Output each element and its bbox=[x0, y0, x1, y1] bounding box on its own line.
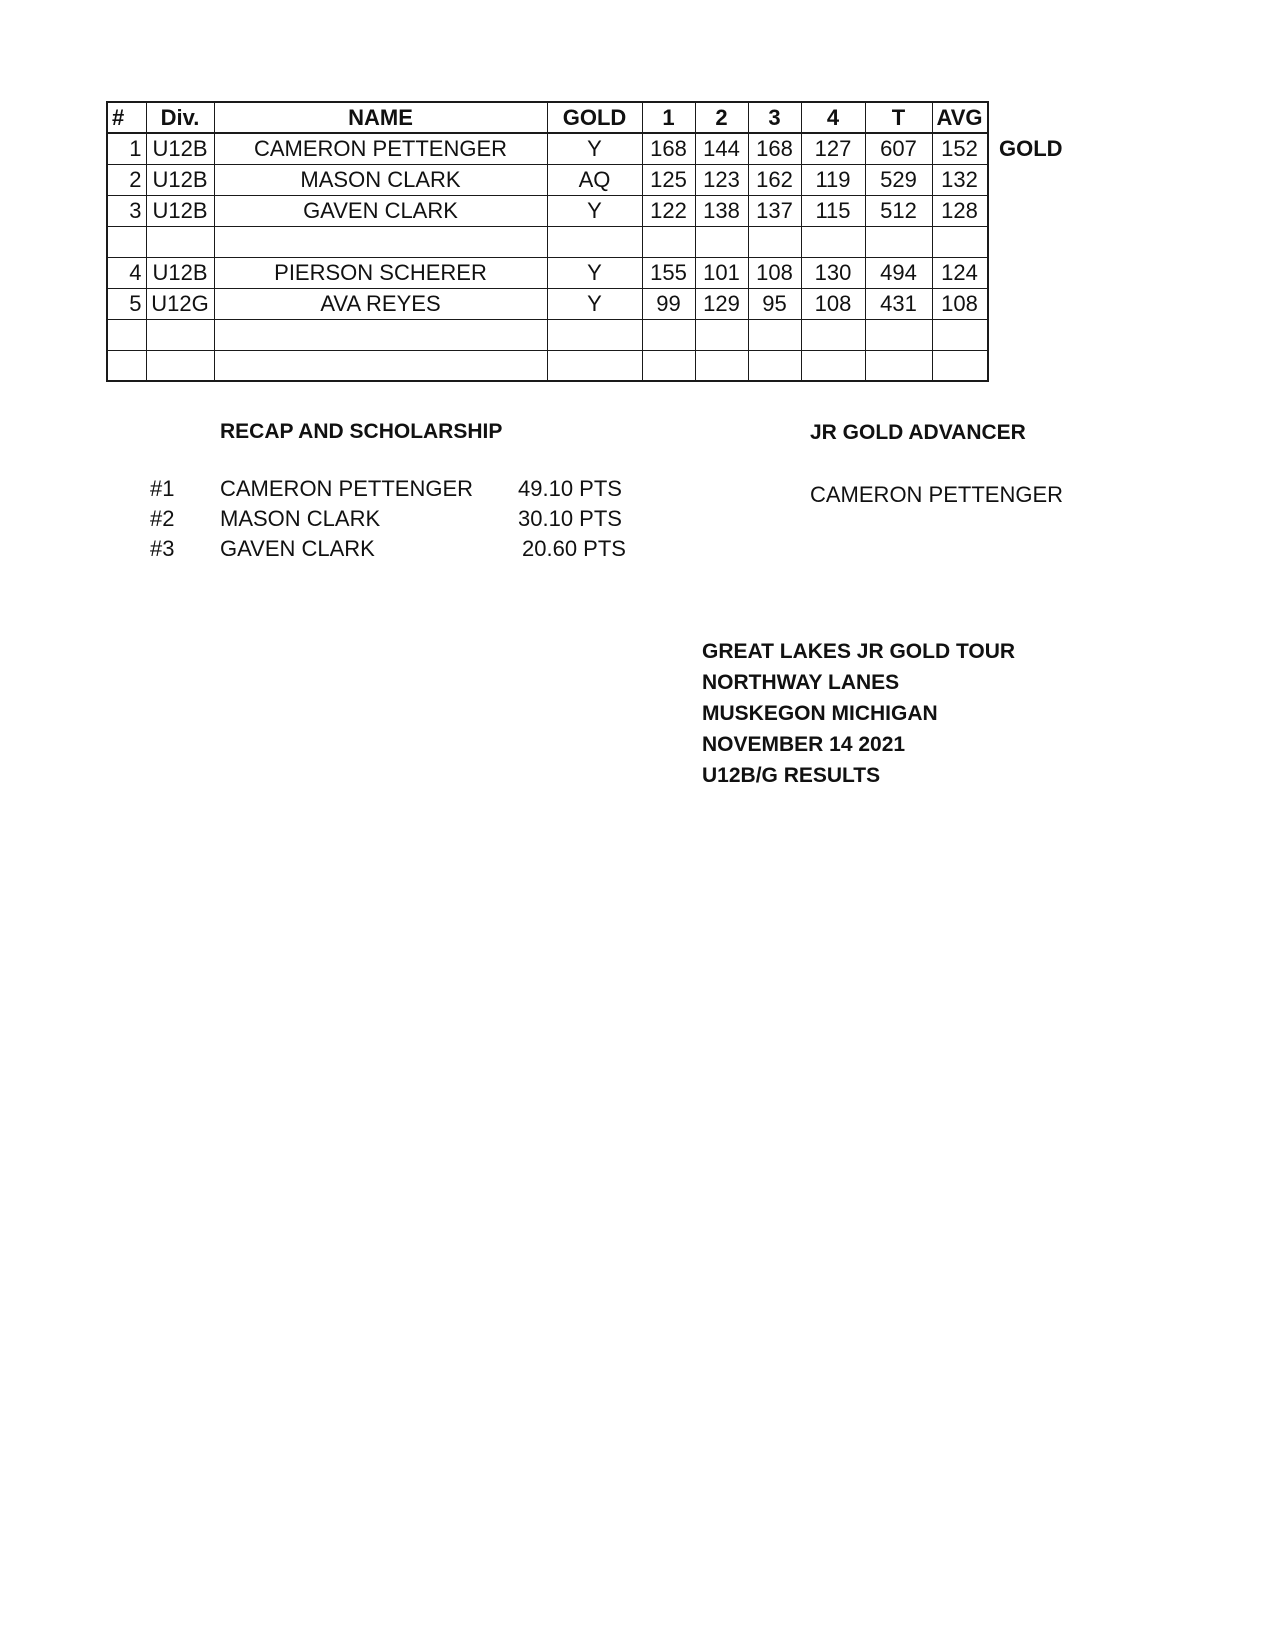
header-div: Div. bbox=[146, 102, 214, 133]
cell-rank: 3 bbox=[107, 195, 146, 226]
cell-gold: AQ bbox=[547, 164, 642, 195]
event-location: MUSKEGON MICHIGAN bbox=[702, 702, 938, 725]
cell-avg: 108 bbox=[932, 288, 988, 319]
cell-avg: 132 bbox=[932, 164, 988, 195]
table-row bbox=[107, 195, 988, 226]
event-tour: GREAT LAKES JR GOLD TOUR bbox=[702, 640, 1016, 663]
header-game-2: 2 bbox=[695, 102, 748, 133]
recap-points: 49.10 PTS bbox=[518, 476, 622, 501]
table-row bbox=[107, 319, 988, 350]
cell-avg bbox=[932, 226, 988, 257]
table-header-row bbox=[107, 102, 988, 133]
cell-game-1 bbox=[642, 350, 695, 381]
recap-heading: RECAP AND SCHOLARSHIP bbox=[220, 420, 503, 443]
cell-game-1 bbox=[642, 226, 695, 257]
cell-gold bbox=[547, 350, 642, 381]
advancer-name: CAMERON PETTENGER bbox=[810, 482, 1064, 507]
cell-gold: Y bbox=[547, 257, 642, 288]
cell-gold bbox=[547, 319, 642, 350]
table-row bbox=[107, 164, 988, 195]
cell-gold: Y bbox=[547, 288, 642, 319]
recap-name: CAMERON PETTENGER bbox=[220, 476, 474, 501]
cell-total bbox=[865, 226, 932, 257]
table-row bbox=[107, 226, 988, 257]
cell-div: U12B bbox=[146, 133, 214, 164]
cell-game-2: 101 bbox=[695, 257, 748, 288]
cell-rank: 1 bbox=[107, 133, 146, 164]
event-results-label: U12B/G RESULTS bbox=[702, 764, 881, 787]
header-avg: AVG bbox=[932, 102, 988, 133]
cell-game-3: 108 bbox=[748, 257, 801, 288]
cell-game-2: 138 bbox=[695, 195, 748, 226]
cell-total bbox=[865, 350, 932, 381]
header-game-1: 1 bbox=[642, 102, 695, 133]
cell-div: U12G bbox=[146, 288, 214, 319]
cell-rank: 5 bbox=[107, 288, 146, 319]
cell-game-2: 123 bbox=[695, 164, 748, 195]
cell-game-1: 168 bbox=[642, 133, 695, 164]
cell-game-1: 155 bbox=[642, 257, 695, 288]
header-game-4: 4 bbox=[801, 102, 865, 133]
cell-game-4 bbox=[801, 350, 865, 381]
cell-rank bbox=[107, 319, 146, 350]
cell-game-3 bbox=[748, 350, 801, 381]
gold-qualifier-tag: GOLD bbox=[999, 136, 1063, 161]
cell-name bbox=[214, 350, 547, 381]
cell-avg: 152 bbox=[932, 133, 988, 164]
cell-rank: 4 bbox=[107, 257, 146, 288]
cell-name bbox=[214, 319, 547, 350]
table-row bbox=[107, 133, 988, 164]
cell-avg: 128 bbox=[932, 195, 988, 226]
cell-game-2: 129 bbox=[695, 288, 748, 319]
cell-name: PIERSON SCHERER bbox=[214, 257, 547, 288]
cell-game-4: 130 bbox=[801, 257, 865, 288]
recap-rank: #1 bbox=[150, 476, 175, 501]
cell-game-2: 144 bbox=[695, 133, 748, 164]
results-body bbox=[107, 133, 988, 381]
cell-name: CAMERON PETTENGER bbox=[214, 133, 547, 164]
table-row bbox=[107, 257, 988, 288]
header-game-3: 3 bbox=[748, 102, 801, 133]
cell-total: 431 bbox=[865, 288, 932, 319]
recap-points: 20.60 PTS bbox=[522, 536, 626, 561]
cell-game-4: 108 bbox=[801, 288, 865, 319]
header-gold: GOLD bbox=[547, 102, 642, 133]
cell-total: 607 bbox=[865, 133, 932, 164]
cell-avg bbox=[932, 319, 988, 350]
cell-avg bbox=[932, 350, 988, 381]
recap-name: MASON CLARK bbox=[220, 506, 381, 531]
recap-points: 30.10 PTS bbox=[518, 506, 622, 531]
cell-game-2 bbox=[695, 350, 748, 381]
cell-avg: 124 bbox=[932, 257, 988, 288]
cell-div bbox=[146, 226, 214, 257]
cell-game-1 bbox=[642, 319, 695, 350]
cell-game-1: 99 bbox=[642, 288, 695, 319]
results-table bbox=[106, 101, 989, 382]
cell-game-4: 127 bbox=[801, 133, 865, 164]
recap-item bbox=[0, 476, 700, 506]
recap-rank: #3 bbox=[150, 536, 175, 561]
recap-rank: #2 bbox=[150, 506, 175, 531]
header-total: T bbox=[865, 102, 932, 133]
cell-game-4: 119 bbox=[801, 164, 865, 195]
cell-total: 494 bbox=[865, 257, 932, 288]
cell-game-4 bbox=[801, 226, 865, 257]
recap-item bbox=[0, 506, 700, 536]
cell-game-4: 115 bbox=[801, 195, 865, 226]
header-name: NAME bbox=[214, 102, 547, 133]
cell-game-3: 168 bbox=[748, 133, 801, 164]
cell-game-3 bbox=[748, 319, 801, 350]
cell-game-4 bbox=[801, 319, 865, 350]
cell-div: U12B bbox=[146, 164, 214, 195]
advancer-heading: JR GOLD ADVANCER bbox=[810, 421, 1026, 444]
cell-div bbox=[146, 350, 214, 381]
cell-game-3 bbox=[748, 226, 801, 257]
cell-total: 529 bbox=[865, 164, 932, 195]
event-date: NOVEMBER 14 2021 bbox=[702, 733, 906, 756]
cell-name bbox=[214, 226, 547, 257]
cell-rank: 2 bbox=[107, 164, 146, 195]
cell-rank bbox=[107, 226, 146, 257]
table-row bbox=[107, 288, 988, 319]
cell-gold: Y bbox=[547, 133, 642, 164]
cell-game-1: 125 bbox=[642, 164, 695, 195]
cell-game-3: 162 bbox=[748, 164, 801, 195]
cell-rank bbox=[107, 350, 146, 381]
cell-div: U12B bbox=[146, 257, 214, 288]
cell-div: U12B bbox=[146, 195, 214, 226]
recap-item bbox=[0, 536, 700, 566]
recap-name: GAVEN CLARK bbox=[220, 536, 375, 561]
cell-game-2 bbox=[695, 319, 748, 350]
cell-game-3: 95 bbox=[748, 288, 801, 319]
cell-total: 512 bbox=[865, 195, 932, 226]
cell-game-1: 122 bbox=[642, 195, 695, 226]
cell-div bbox=[146, 319, 214, 350]
header-rank: # bbox=[107, 102, 146, 133]
cell-game-3: 137 bbox=[748, 195, 801, 226]
table-row bbox=[107, 350, 988, 381]
cell-gold: Y bbox=[547, 195, 642, 226]
cell-name: AVA REYES bbox=[214, 288, 547, 319]
cell-name: GAVEN CLARK bbox=[214, 195, 547, 226]
cell-game-2 bbox=[695, 226, 748, 257]
event-venue: NORTHWAY LANES bbox=[702, 671, 900, 694]
cell-gold bbox=[547, 226, 642, 257]
event-info bbox=[702, 636, 1015, 791]
cell-total bbox=[865, 319, 932, 350]
cell-name: MASON CLARK bbox=[214, 164, 547, 195]
